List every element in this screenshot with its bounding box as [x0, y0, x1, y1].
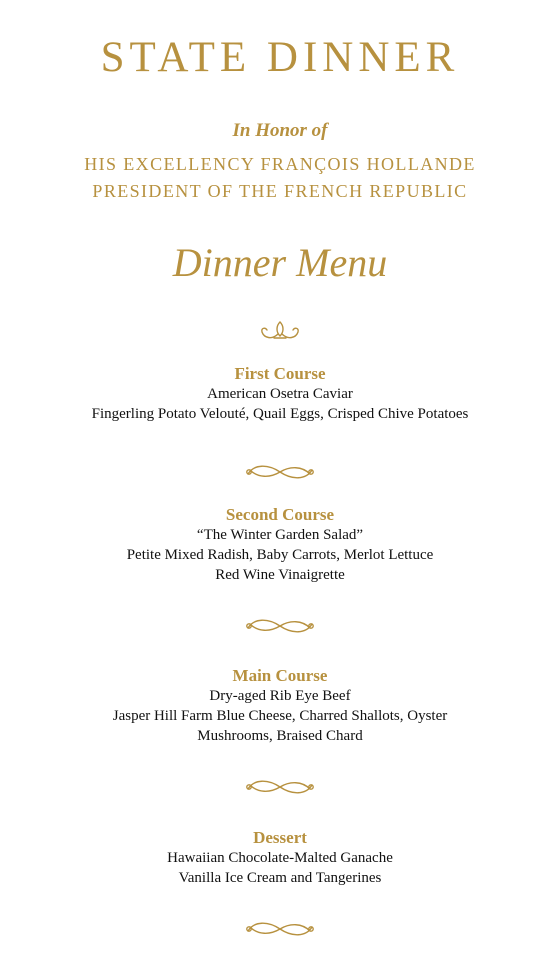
honoree-name: HIS EXCELLENCY FRANÇOIS HOLLANDE	[84, 154, 476, 174]
course-item: “The Winter Garden Salad”	[196, 527, 364, 543]
course-item: Hawaiian Chocolate-Malted Ganache	[167, 850, 393, 866]
course-second	[0, 505, 560, 585]
course-title: Main Course	[232, 666, 328, 685]
scroll-flourish-icon	[240, 917, 320, 941]
scroll-flourish-icon	[240, 775, 320, 799]
course-item: Jasper Hill Farm Blue Cheese, Charred Shallots, Oyster	[112, 708, 448, 724]
course-dessert	[0, 828, 560, 888]
course-item: Petite Mixed Radish, Baby Carrots, Merlot Lettuce	[126, 547, 434, 563]
course-title: First Course	[234, 364, 326, 383]
course-item: Fingerling Potato Velouté, Quail Eggs, Crisped Chive Potatoes	[91, 406, 469, 422]
course-item: Mushrooms, Braised Chard	[197, 728, 363, 744]
honoree-title: PRESIDENT OF THE FRENCH REPUBLIC	[92, 181, 468, 201]
scroll-flourish-icon	[240, 460, 320, 484]
menu-heading: Dinner Menu	[172, 240, 388, 285]
honor-line: In Honor of	[232, 120, 328, 141]
course-main	[0, 666, 560, 746]
course-item: American Osetra Caviar	[207, 386, 353, 402]
course-item: Vanilla Ice Cream and Tangerines	[178, 870, 382, 886]
course-item: Red Wine Vinaigrette	[215, 567, 345, 583]
course-title: Dessert	[253, 828, 307, 847]
page-title: STATE DINNER	[100, 34, 460, 81]
course-title: Second Course	[225, 505, 335, 524]
scroll-flourish-icon	[240, 614, 320, 638]
course-first	[0, 364, 560, 424]
course-item: Dry-aged Rib Eye Beef	[209, 688, 351, 704]
fleur-flourish-icon	[240, 318, 320, 342]
